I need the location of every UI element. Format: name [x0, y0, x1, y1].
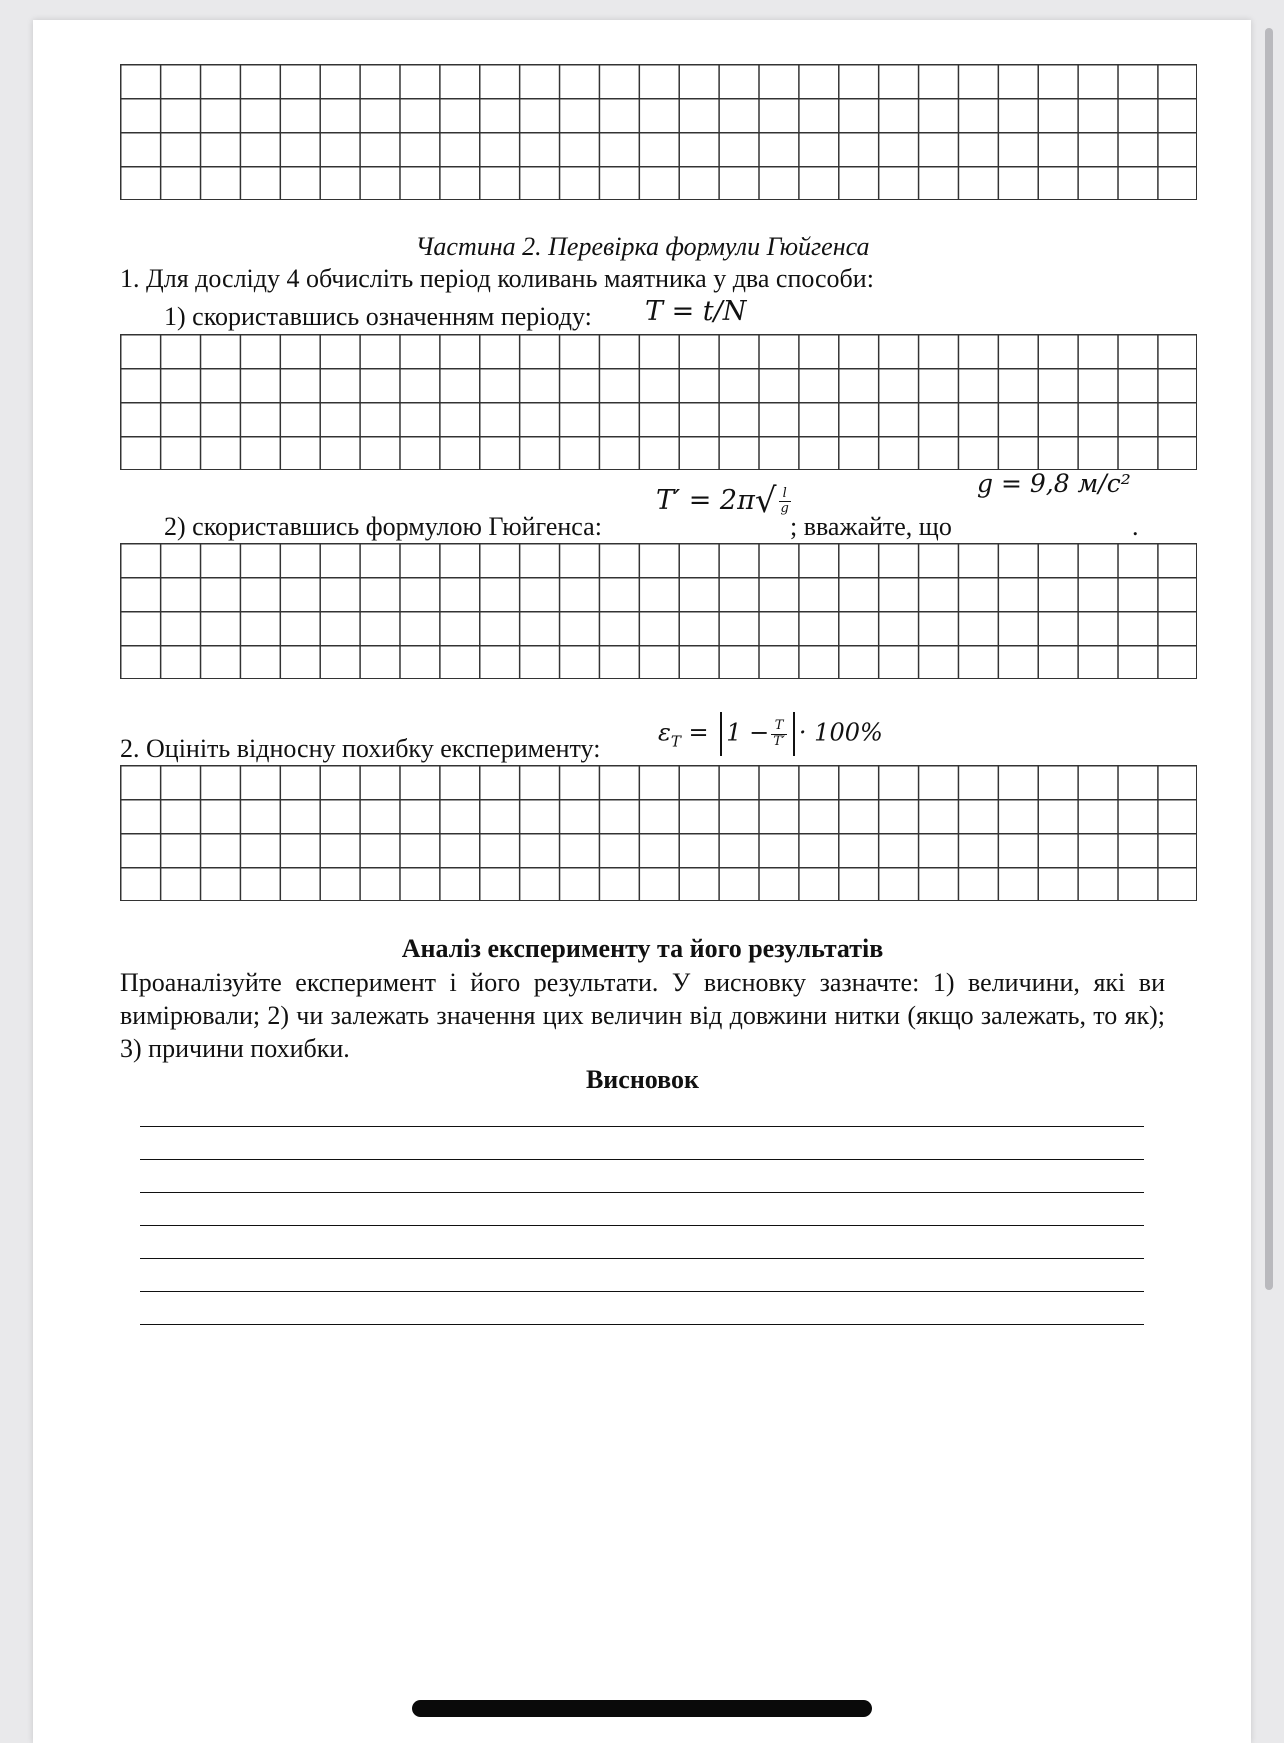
way1-text: 1) скориставшись означенням періоду: [164, 302, 592, 331]
way2-text: 2) скориставшись формулою Гюйгенса: [164, 512, 602, 541]
conclusion-heading: Висновок [585, 1065, 700, 1094]
error-formula-one: 1 − [726, 718, 770, 747]
way2-frac-den: g [780, 501, 789, 517]
writing-line[interactable] [140, 1126, 1144, 1127]
writing-line[interactable] [140, 1291, 1144, 1292]
error-frac-den: T′ [773, 733, 785, 749]
way2-frac-num: l [779, 487, 791, 502]
analysis-heading: Аналіз експерименту та його результатів [401, 934, 884, 963]
home-indicator[interactable] [412, 1700, 872, 1717]
error-formula-tail: · 100% [798, 718, 883, 747]
graph-paper-grid-2 [120, 334, 1197, 470]
error-formula [658, 712, 883, 756]
writing-line[interactable] [140, 1258, 1144, 1259]
error-frac-num: T [771, 719, 787, 734]
error-formula-sub: T [670, 732, 681, 751]
g-formula: g = 9,8 м/с² [977, 469, 1131, 498]
way1-formula: T = t/N [645, 296, 747, 327]
way2-suffix: ; вважайте, що [790, 512, 952, 541]
error-formula-lhs: ε [658, 718, 671, 747]
graph-paper-grid-1 [120, 64, 1197, 200]
part2-title: Частина 2. Перевірка формули Гюйгенса [415, 232, 870, 261]
analysis-paragraph: Проаналізуйте експеримент і його результати. У висновку зазначте: 1) величини, які ви вимірювали; 2) чи залежать значення цих величин від довжини нитки (якщо залежать, то як); 3) причини похибки. [120, 968, 1165, 1063]
way2-formula-lhs: T′ = 2π [656, 485, 755, 517]
graph-paper-grid-4 [120, 765, 1197, 901]
error-formula-eq: = [680, 718, 717, 747]
task2-text: 2. Оцініть відносну похибку експерименту: [120, 734, 601, 763]
graph-paper-grid-3 [120, 543, 1197, 679]
way2-end: . [1132, 512, 1139, 541]
scrollbar[interactable] [1265, 28, 1273, 1290]
way2-formula: T′ = 2π√ $\frac{l}{g}$ [656, 481, 789, 521]
task1-text: 1. Для досліду 4 обчисліть період коливань маятника у два способи: [120, 264, 874, 293]
writing-line[interactable] [140, 1192, 1144, 1193]
writing-line[interactable] [140, 1324, 1144, 1325]
writing-line[interactable] [140, 1159, 1144, 1160]
writing-line[interactable] [140, 1225, 1144, 1226]
